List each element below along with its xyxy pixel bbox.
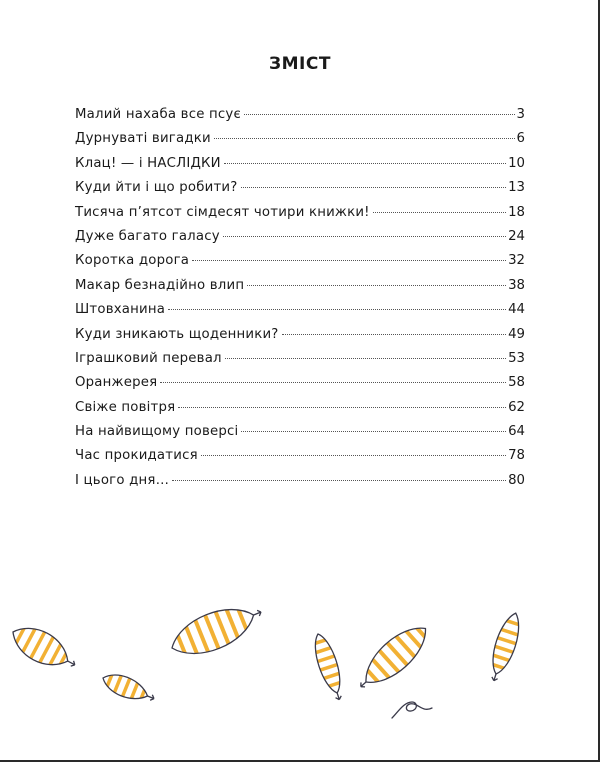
toc-entry-page: 62 bbox=[508, 399, 525, 415]
dot-leader bbox=[244, 114, 515, 115]
dot-leader bbox=[168, 309, 506, 310]
toc-entry-title: Тисяча п’ятсот сімдесят чотири книжки! bbox=[75, 204, 370, 220]
dot-leader bbox=[172, 480, 506, 481]
dot-leader bbox=[224, 163, 506, 164]
table-of-contents bbox=[75, 107, 525, 497]
toc-entry-title: Куди зникають щоденники? bbox=[75, 326, 279, 342]
toc-entry-title: На найвищому поверсі bbox=[75, 424, 239, 440]
toc-entry[interactable] bbox=[75, 448, 525, 472]
leaf-icon bbox=[6, 614, 82, 681]
toc-entry-page: 49 bbox=[508, 326, 525, 342]
leaf-icon bbox=[165, 594, 267, 671]
toc-entry[interactable] bbox=[75, 205, 525, 229]
dot-leader bbox=[225, 358, 506, 359]
dot-leader bbox=[247, 285, 506, 286]
toc-entry-page: 10 bbox=[508, 155, 525, 171]
leaf-icon bbox=[482, 610, 529, 684]
leaf-icon bbox=[99, 664, 157, 711]
dot-leader bbox=[373, 212, 506, 213]
toc-entry[interactable] bbox=[75, 107, 525, 131]
toc-entry-page: 32 bbox=[508, 253, 525, 269]
leaf-icon bbox=[351, 615, 437, 698]
toc-entry-title: Час прокидатися bbox=[75, 448, 198, 464]
toc-entry-page: 80 bbox=[508, 472, 525, 488]
leaf-icon bbox=[305, 631, 349, 702]
toc-entry-title: Малий нахаба все псує bbox=[75, 107, 241, 122]
dot-leader bbox=[192, 260, 506, 261]
toc-entry-title: Штовханина bbox=[75, 302, 166, 318]
toc-entry-page: 38 bbox=[508, 277, 525, 293]
toc-entry-title: Свіже повітря bbox=[75, 399, 176, 415]
toc-entry-page: 64 bbox=[508, 424, 525, 440]
toc-entry-page: 3 bbox=[516, 107, 525, 122]
toc-entry[interactable] bbox=[75, 424, 525, 448]
toc-entry-title: Іграшковий перевал bbox=[75, 350, 222, 366]
toc-entry[interactable] bbox=[75, 375, 525, 399]
toc-entry-title: Дурнуваті вигадки bbox=[75, 131, 211, 147]
toc-entry-title: Коротка дорога bbox=[75, 253, 190, 269]
toc-entry[interactable] bbox=[75, 229, 525, 253]
toc-entry[interactable] bbox=[75, 473, 525, 497]
toc-entry-page: 44 bbox=[508, 302, 525, 318]
toc-entry[interactable] bbox=[75, 278, 525, 302]
toc-entry[interactable] bbox=[75, 180, 525, 204]
toc-entry[interactable] bbox=[75, 400, 525, 424]
toc-entry[interactable] bbox=[75, 131, 525, 155]
toc-entry-title: Клац! — і НАСЛІДКИ bbox=[75, 155, 221, 171]
toc-entry-title: Оранжерея bbox=[75, 375, 158, 391]
page-title: ЗМІСТ bbox=[269, 54, 331, 74]
dot-leader bbox=[214, 138, 515, 139]
toc-entry-page: 58 bbox=[508, 375, 525, 391]
dot-leader bbox=[201, 455, 506, 456]
dot-leader bbox=[282, 334, 507, 335]
toc-entry-page: 53 bbox=[508, 350, 525, 366]
toc-entry-title: І цього дня… bbox=[75, 472, 170, 488]
dot-leader bbox=[178, 407, 506, 408]
curl-icon bbox=[392, 702, 432, 718]
toc-entry[interactable] bbox=[75, 327, 525, 351]
dot-leader bbox=[241, 431, 506, 432]
toc-entry[interactable] bbox=[75, 253, 525, 277]
toc-entry[interactable] bbox=[75, 351, 525, 375]
dot-leader bbox=[241, 187, 507, 188]
dot-leader bbox=[160, 382, 506, 383]
dot-leader bbox=[223, 236, 506, 237]
toc-entry-title: Дуже багато галасу bbox=[75, 228, 220, 244]
toc-entry-page: 6 bbox=[516, 131, 525, 147]
toc-entry-page: 18 bbox=[508, 204, 525, 220]
toc-entry[interactable] bbox=[75, 156, 525, 180]
toc-entry-page: 24 bbox=[508, 228, 525, 244]
toc-entry-page: 78 bbox=[508, 448, 525, 464]
toc-entry[interactable] bbox=[75, 302, 525, 326]
toc-entry-title: Куди йти і що робити? bbox=[75, 180, 238, 196]
toc-entry-title: Макар безнадійно влип bbox=[75, 277, 245, 293]
toc-entry-page: 13 bbox=[508, 180, 525, 196]
leaves-illustration bbox=[0, 590, 600, 740]
